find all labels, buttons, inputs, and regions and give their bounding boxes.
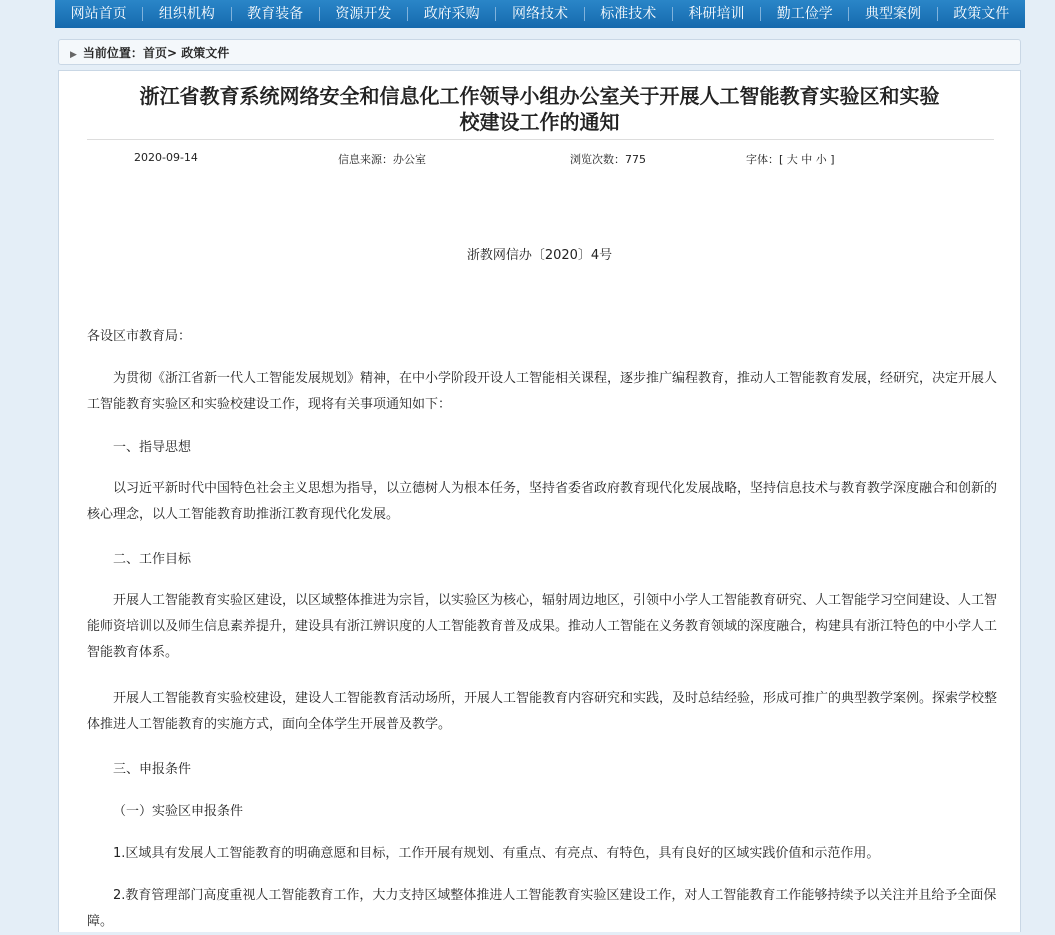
breadcrumb-bar [58, 39, 1021, 65]
font-size-large-link[interactable]: 大 [786, 153, 798, 166]
article-title [79, 83, 1000, 135]
section-heading: 三、申报条件 [113, 762, 192, 777]
salutation: 各设区市教育局： [87, 329, 192, 344]
top-nav [55, 0, 1025, 28]
body-paragraph: 2.教育管理部门高度重视人工智能教育工作，大力支持区域整体推进人工智能教育实验区建设工作，对人工智能教育工作能够持续予以关注并且给予全面保障。 [87, 888, 997, 929]
font-size-control [746, 151, 835, 167]
section-heading: 二、工作目标 [113, 552, 192, 567]
body-paragraph: 开展人工智能教育实验校建设，建设人工智能教育活动场所，开展人工智能教育内容研究和实践，及时总结经验，形成可推广的典型教学案例。探索学校整体推进人工智能教育的实施方式，面向全体学生开展普及教学。 [87, 691, 998, 732]
nav-item-home[interactable]: 网站首页 [70, 6, 127, 22]
section-heading: 一、指导思想 [113, 440, 192, 455]
font-size-small-link[interactable]: 小 [815, 153, 827, 166]
nav-item-organization[interactable]: 组织机构 [158, 6, 215, 22]
chevron-right-icon: ▶ [70, 50, 77, 60]
nav-item-standards[interactable]: 标准技术 [600, 6, 657, 22]
view-count: 浏览次数：775 [570, 153, 646, 166]
nav-item-network[interactable]: 网络技术 [511, 6, 568, 22]
document-number: 浙教网信办〔2020〕4号 [466, 248, 613, 263]
body-paragraph: 为贯彻《浙江省新一代人工智能发展规划》精神，在中小学阶段开设人工智能相关课程，逐步推广编程教育，推动人工智能教育发展，经研究，决定开展人工智能教育实验区和实验校建设工作，现将有关事项通知如下： [87, 371, 998, 412]
info-source: 信息来源：办公室 [338, 153, 426, 166]
article-container [58, 70, 1021, 932]
body-paragraph: 开展人工智能教育实验区建设，以区域整体推进为宗旨，以实验区为核心，辐射周边地区，引领中小学人工智能教育研究、人工智能学习空间建设、人工智能师资培训以及师生信息素养提升，建设具有浙江辨识度的人工智能教育普及成果。推动人工智能在义务教育领域的深度融合，构建具有浙江特色的中小学人工智能教育体系。 [87, 593, 998, 660]
breadcrumb-prefix: 当前位置： [82, 46, 143, 60]
body-paragraph: 1.区域具有发展人工智能教育的明确意愿和目标，工作开展有规划、有重点、有亮点、有特色，具有良好的区域实践价值和示范作用。 [113, 846, 880, 861]
body-paragraph: 以习近平新时代中国特色社会主义思想为指导，以立德树人为根本任务，坚持省委省政府教育现代化发展战略，坚持信息技术与教育教学深度融合和创新的核心理念，以人工智能教育助推浙江教育现代化发展。 [87, 481, 998, 522]
nav-item-resources[interactable]: 资源开发 [335, 6, 392, 22]
font-size-close: ] [830, 153, 835, 166]
font-size-label: 字体：[ [746, 153, 784, 166]
nav-item-procurement[interactable]: 政府采购 [423, 6, 480, 22]
article-title-line2: 校建设工作的通知 [459, 110, 620, 134]
article-title-line1: 浙江省教育系统网络安全和信息化工作领导小组办公室关于开展人工智能教育实验区和实验 [139, 84, 940, 108]
nav-item-research[interactable]: 科研培训 [688, 6, 745, 22]
nav-item-workstudy[interactable]: 勤工俭学 [776, 6, 833, 22]
title-divider [87, 139, 994, 140]
breadcrumb-current-link[interactable]: 政策文件 [181, 46, 230, 60]
sub-heading: （一）实验区申报条件 [113, 804, 244, 819]
nav-item-equipment[interactable]: 教育装备 [247, 6, 304, 22]
nav-item-cases[interactable]: 典型案例 [865, 6, 922, 22]
publish-date: 2020-09-14 [134, 151, 198, 164]
breadcrumb-separator: > [166, 46, 178, 60]
breadcrumb [70, 44, 229, 61]
font-size-medium-link[interactable]: 中 [801, 153, 813, 166]
nav-item-policy[interactable]: 政策文件 [953, 6, 1010, 22]
breadcrumb-home-link[interactable]: 首页 [142, 46, 167, 60]
